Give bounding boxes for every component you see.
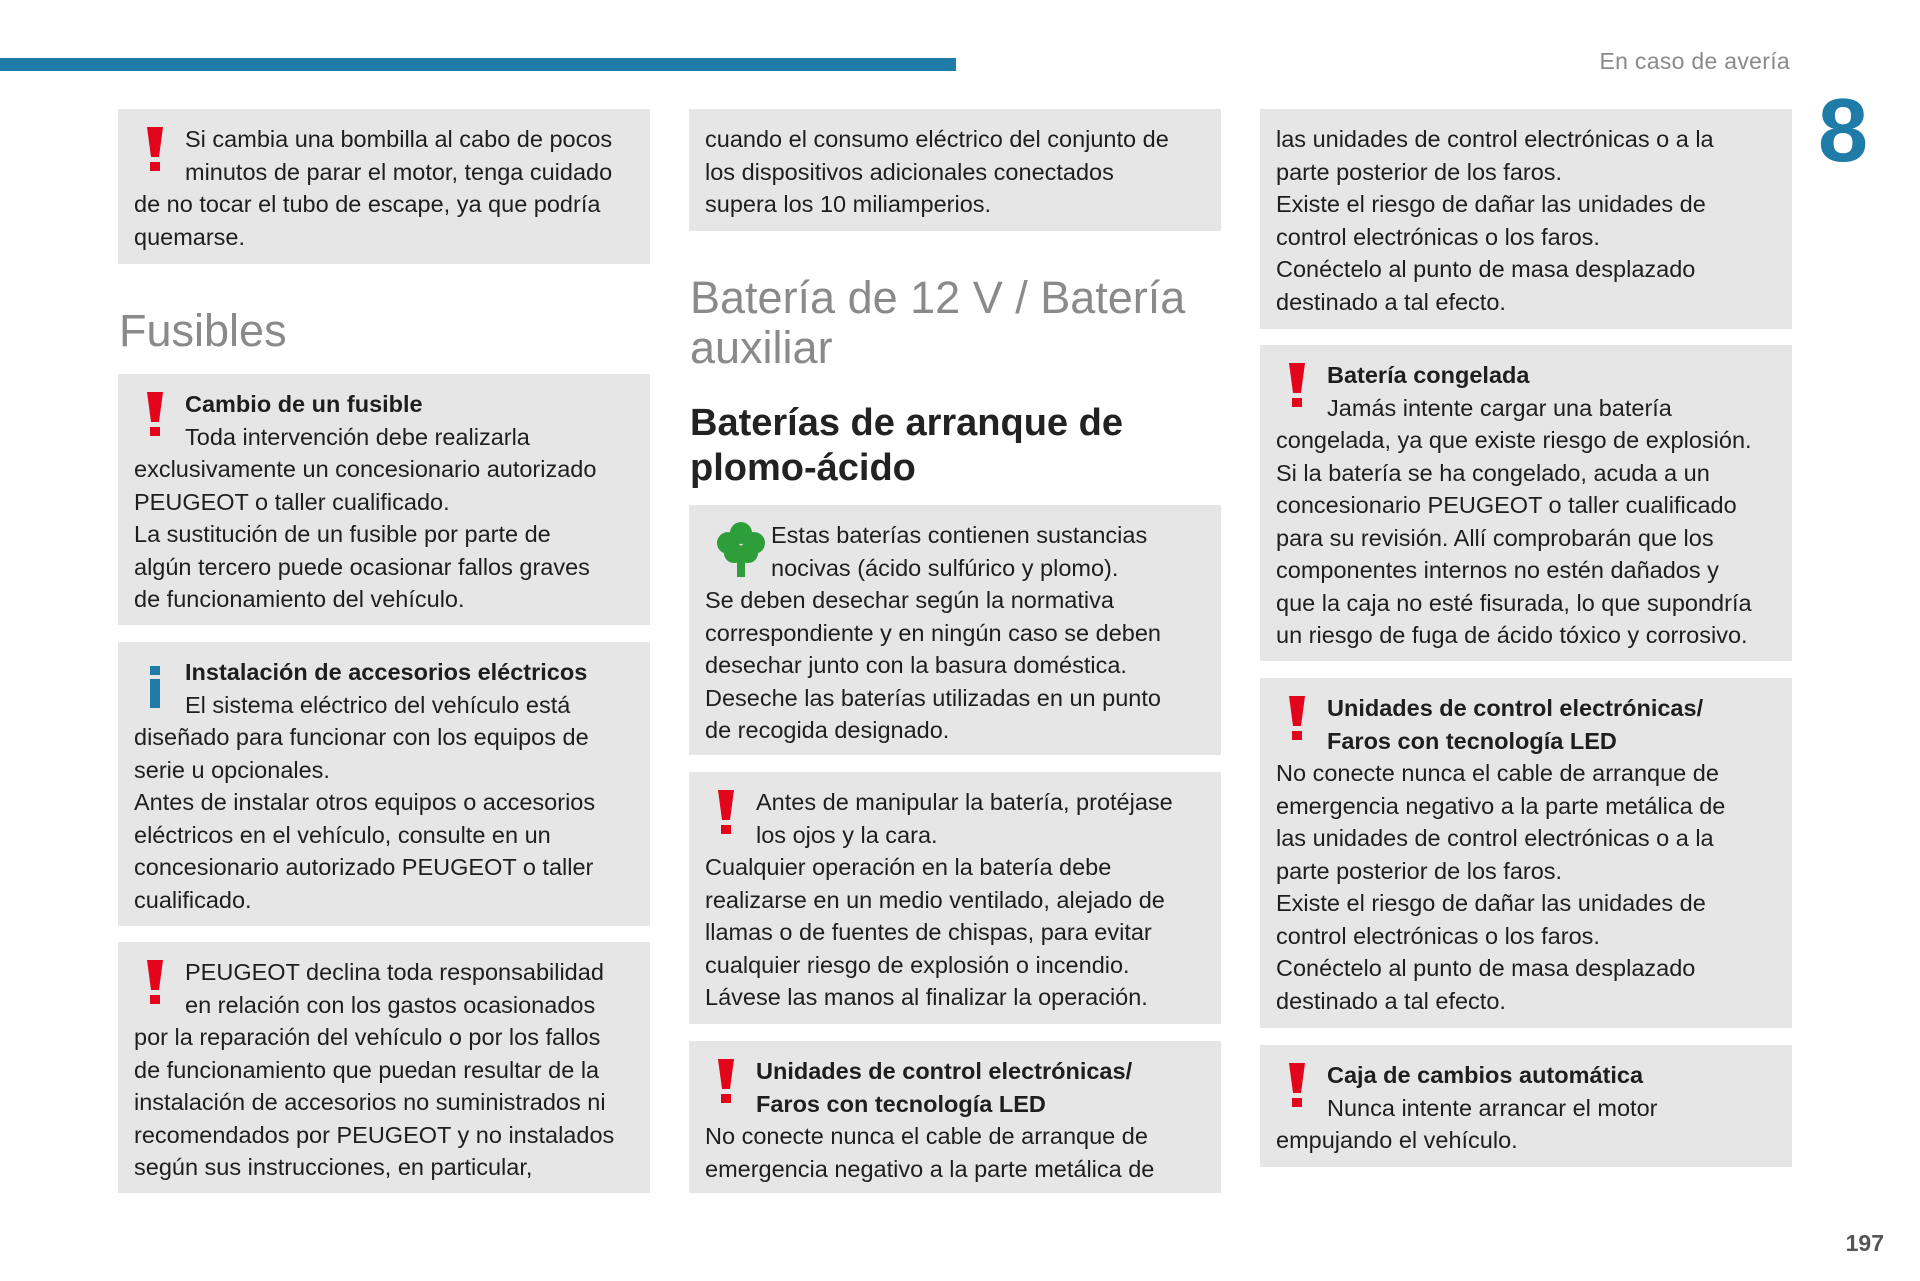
body-line: control electrónicas o los faros. [1276,922,1600,949]
fuse-change-box [118,374,650,625]
box-title: Faros con tecnología LED [756,1090,1046,1117]
body-line: desechar junto con la basura doméstica. [705,652,1127,678]
body-line: realizarse en un medio ventilado, alejado de [705,886,1165,913]
body-line: recomendados por PEUGEOT y no instalados [134,1121,615,1148]
body-line: Se deben desechar según la normativa [705,587,1114,613]
page-number: 197 [1845,1230,1884,1256]
body-line: El sistema eléctrico del vehículo está [185,691,571,718]
body-line: minutos de parar el motor, tenga cuidado [185,158,613,185]
body-line: Cualquier operación en la batería debe [705,854,1112,880]
warning-icon [144,388,166,440]
body-line: parte posterior de los faros. [1276,857,1563,884]
body-line: que la caja no esté fisurada, lo que supondría [1276,589,1752,616]
box-title: Cambio de un fusible [185,391,423,417]
body-line: control electrónicas o los faros. [1276,223,1600,250]
box-title: Faros con tecnología LED [1327,727,1617,754]
continuation-box [1260,109,1792,329]
lead-acid-heading: Baterías de arranque de plomo-ácido [690,402,1123,489]
body-line: Toda intervención debe realizarla [185,423,530,450]
liability-warning-box [118,942,650,1193]
body-line: emergencia negativo a la parte metálica de [1276,792,1726,819]
body-line: Deseche las baterías utilizadas en un punto [705,684,1161,711]
body-line: eléctricos en el vehículo, consulte en un [134,821,551,848]
tree-eco-icon [715,521,767,577]
body-line: empujando el vehículo. [1276,1127,1518,1153]
warning-icon [144,123,166,175]
frozen-battery-warning-box [1260,345,1792,661]
body-line: No conecte nunca el cable de arranque de [1276,760,1719,786]
body-line: destinado a tal efecto. [1276,987,1506,1014]
header-accent-bar [0,58,956,71]
body-line: La sustitución de un fusible por parte de [134,521,551,547]
body-line: PEUGEOT declina toda responsabilidad [185,959,604,985]
chapter-number: 8 [1818,81,1869,181]
box-title: Unidades de control electrónicas/ [1327,695,1704,721]
body-line: emergencia negativo a la parte metálica de [705,1155,1155,1182]
warning-icon [144,956,166,1008]
body-line: los dispositivos adicionales conectados [705,158,1114,185]
body-line: Existe el riesgo de dañar las unidades de [1276,890,1706,916]
body-line: instalación de accesorios no suministrados ni [134,1089,606,1115]
body-line: Estas baterías contienen sustancias [771,522,1148,548]
body-line: de funcionamiento que puedan resultar de la [134,1056,600,1083]
body-line: Jamás intente cargar una batería [1327,394,1672,421]
body-line: destinado a tal efecto. [1276,288,1506,315]
warning-icon [715,786,737,838]
body-line: Conéctelo al punto de masa desplazado [1276,955,1696,981]
gearbox-warning-box [1260,1045,1792,1167]
body-line: de funcionamiento del vehículo. [134,586,465,612]
body-line: cuando el consumo eléctrico del conjunto de [705,126,1169,152]
body-line: serie u opcionales. [134,756,330,783]
body-line: cualquier riesgo de explosión o incendio. [705,951,1130,978]
body-line: Antes de instalar otros equipos o accesorios [134,789,596,815]
body-line: de recogida designado. [705,717,950,743]
body-line: componentes internos no estén dañados y [1276,557,1719,583]
ecu-led-warning-box [1260,678,1792,1028]
body-line: cualificado. [134,886,252,913]
body-line: Nunca intente arrancar el motor [1327,1094,1658,1121]
body-line: Conéctelo al punto de masa desplazado [1276,256,1696,282]
body-line: los ojos y la cara. [756,821,938,848]
body-line: un riesgo de fuga de ácido tóxico y corrosivo. [1276,622,1748,648]
body-line: de no tocar el tubo de escape, ya que podría [134,191,601,217]
warning-icon [715,1055,737,1107]
warning-icon [1286,359,1308,411]
body-line: exclusivamente un concesionario autorizado [134,456,597,482]
body-line: concesionario autorizado PEUGEOT o taller [134,854,594,880]
body-line: algún tercero puede ocasionar fallos graves [134,553,590,580]
handling-warning-box [689,772,1221,1024]
body-line: para su revisión. Allí comprobarán que los [1276,524,1714,551]
bulb-warning-box [118,109,650,264]
body-line: supera los 10 miliamperios. [705,191,992,217]
accessories-info-box [118,642,650,926]
box-title: Batería congelada [1327,362,1530,388]
warning-icon [1286,692,1308,744]
continuation-box [689,109,1221,231]
body-line: No conecte nunca el cable de arranque de [705,1123,1148,1149]
body-line: Antes de manipular la batería, protéjase [756,789,1173,815]
body-line: según sus instrucciones, en particular, [134,1154,533,1180]
fuses-heading: Fusibles [119,305,287,356]
body-line: diseñado para funcionar con los equipos de [134,724,589,750]
body-line: congelada, ya que existe riesgo de explosión. [1276,427,1752,453]
environment-box [689,505,1221,755]
body-line: llamas o de fuentes de chispas, para evitar [705,919,1152,945]
body-line: las unidades de control electrónicas o a la [1276,825,1714,851]
ecu-led-warning-box [689,1041,1221,1193]
info-icon [144,664,166,710]
body-line: en relación con los gastos ocasionados [185,991,596,1018]
body-line: por la reparación del vehículo o por los fallos [134,1024,601,1050]
body-line: Si cambia una bombilla al cabo de pocos [185,126,613,152]
section-title: En caso de avería [1599,48,1790,74]
box-title: Instalación de accesorios eléctricos [185,659,588,685]
battery-heading: Batería de 12 V / Batería auxiliar [690,272,1186,373]
body-line: parte posterior de los faros. [1276,158,1563,185]
box-title: Unidades de control electrónicas/ [756,1058,1133,1084]
body-line: quemarse. [134,223,246,250]
body-line: Lávese las manos al finalizar la operación. [705,984,1148,1010]
body-line: Existe el riesgo de dañar las unidades de [1276,191,1706,217]
body-line: las unidades de control electrónicas o a la [1276,126,1714,152]
body-line: concesionario PEUGEOT o taller cualificado [1276,492,1737,518]
body-line: correspondiente y en ningún caso se deben [705,619,1161,646]
body-line: Si la batería se ha congelado, acuda a un [1276,459,1710,486]
warning-icon [1286,1059,1308,1111]
box-title: Caja de cambios automática [1327,1062,1644,1088]
body-line: PEUGEOT o taller cualificado. [134,488,450,515]
body-line: nocivas (ácido sulfúrico y plomo). [771,554,1119,581]
